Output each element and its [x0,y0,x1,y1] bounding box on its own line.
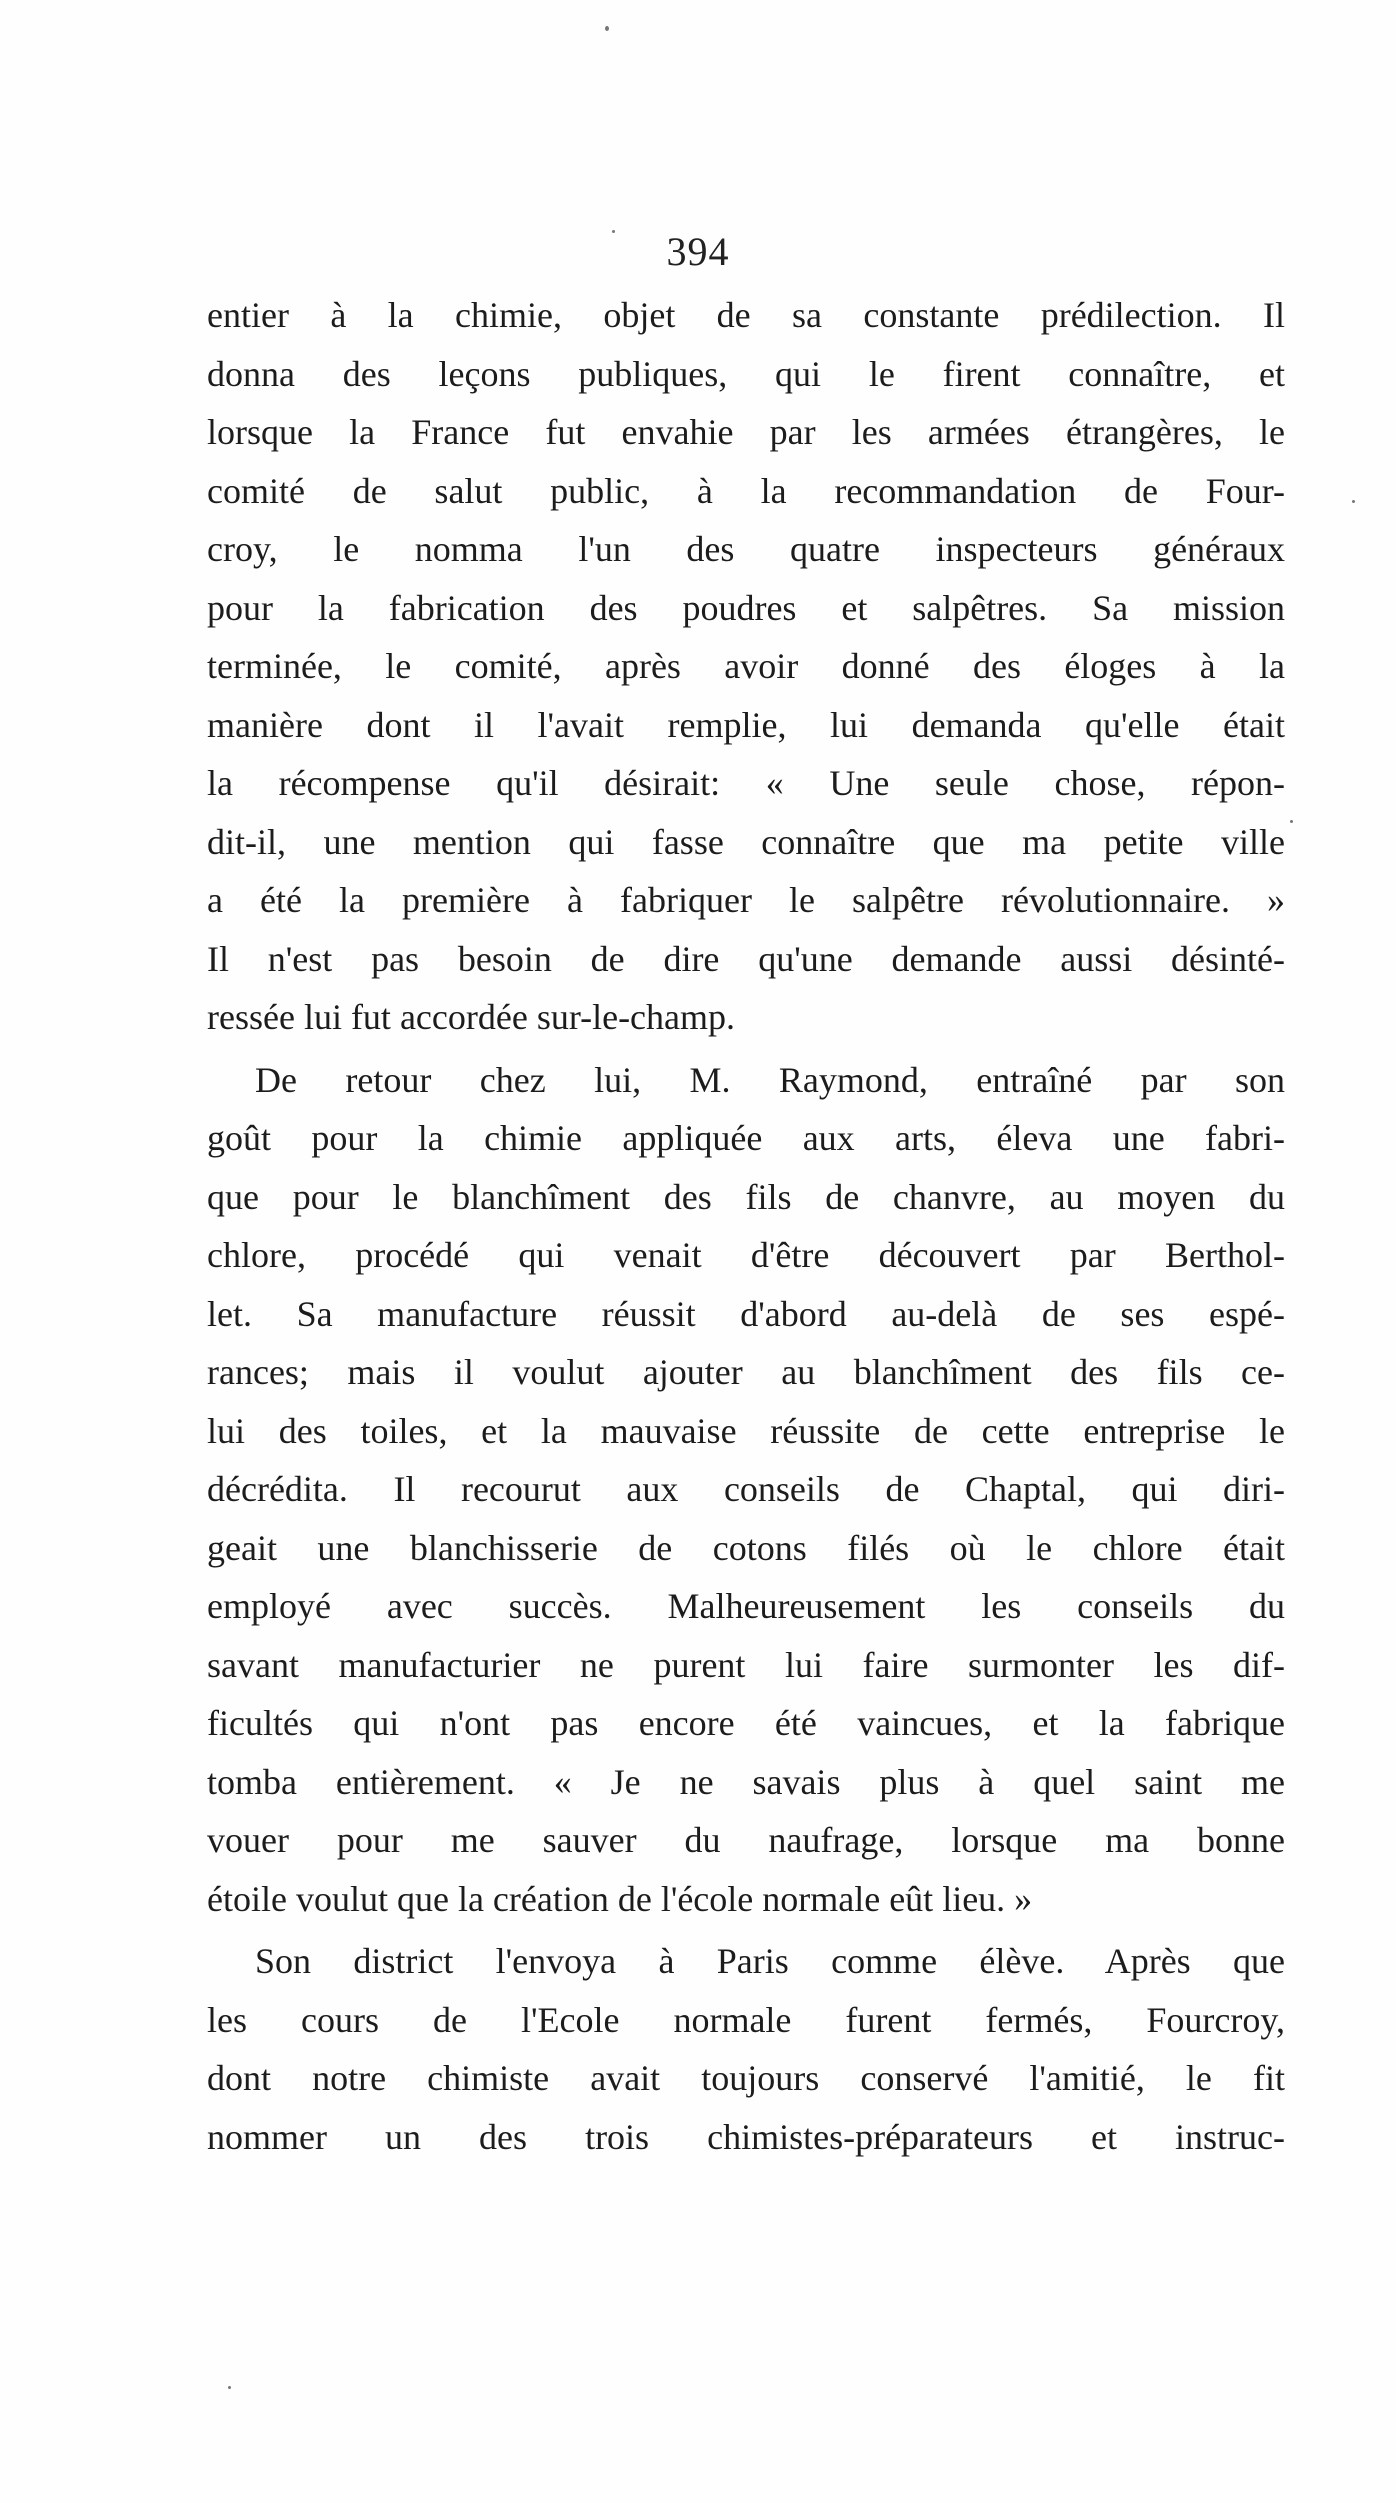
text-line: terminée, le comité, après avoir donné des éloges à la [207,646,1285,686]
text-line: manière dont il l'avait remplie, lui demanda qu'elle était [207,704,1285,745]
text-line: let. Sa manufacture réussit d'abord au-delà de ses espé- [207,1293,1285,1334]
print-speck [1290,820,1293,823]
text-line: nommer un des trois chimistes-préparateurs et instruc- [207,2116,1285,2157]
print-speck [605,26,609,31]
text-line: que pour le blanchîment des fils de chanvre, au moyen du [207,1176,1285,1217]
text-line: dont notre chimiste avait toujours conservé l'amitié, le fit [207,2058,1285,2098]
print-speck [228,2386,231,2389]
text-line: lui des toiles, et la mauvaise réussite de cette entreprise le [207,1410,1285,1451]
text-line: rances; mais il voulut ajouter au blanchîment des fils ce- [207,1352,1285,1392]
text-line: les cours de l'Ecole normale furent fermés, Fourcroy, [207,1999,1285,2040]
text-line: dit-il, une mention qui fasse connaître que ma petite ville [207,821,1285,862]
text-line: savant manufacturier ne purent lui faire surmonter les dif- [207,1644,1285,1685]
text-line: vouer pour me sauver du naufrage, lorsque ma bonne [207,1820,1285,1860]
text-line: lorsque la France fut envahie par les armées étrangères, le [207,412,1285,452]
body-text [207,286,1285,2166]
text-line: pour la fabrication des poudres et salpêtres. Sa mission [207,587,1285,628]
text-line: goût pour la chimie appliquée aux arts, éleva une fabri- [207,1118,1285,1158]
text-line: tomba entièrement. « Je ne savais plus à quel saint me [207,1761,1285,1802]
text-line: entier à la chimie, objet de sa constante prédilection. Il [207,295,1285,335]
text-line: employé avec succès. Malheureusement les conseils du [207,1586,1285,1626]
text-line: décrédita. Il recourut aux conseils de Chaptal, qui diri- [207,1469,1285,1509]
paragraph [207,1932,1285,2166]
text-line: De retour chez lui, M. Raymond, entraîné par son [255,1059,1285,1100]
text-line: croy, le nomma l'un des quatre inspecteurs généraux [207,529,1285,569]
text-line: Son district l'envoya à Paris comme élève. Après que [255,1941,1285,1981]
text-line: comité de salut public, à la recommandation de Four- [207,470,1285,511]
text-line: a été la première à fabriquer le salpêtre révolutionnaire. » [207,880,1285,920]
text-line: chlore, procédé qui venait d'être découvert par Berthol- [207,1235,1285,1275]
page-number: 394 [666,229,730,274]
print-speck [1352,500,1355,503]
text-line: Il n'est pas besoin de dire qu'une demande aussi désinté- [207,938,1285,979]
text-line: geait une blanchisserie de cotons filés où le chlore était [207,1527,1285,1568]
paragraph [207,286,1285,1047]
text-line: étoile voulut que la création de l'école normale eût lieu. » [207,1878,1033,1919]
text-line: ficultés qui n'ont pas encore été vaincues, et la fabrique [207,1703,1285,1743]
text-line: la récompense qu'il désirait: « Une seule chose, répon- [207,763,1285,803]
text-line: ressée lui fut accordée sur-le-champ. [207,997,736,1037]
text-line: donna des leçons publiques, qui le firent connaître, et [207,353,1285,394]
paragraph [207,1051,1285,1929]
